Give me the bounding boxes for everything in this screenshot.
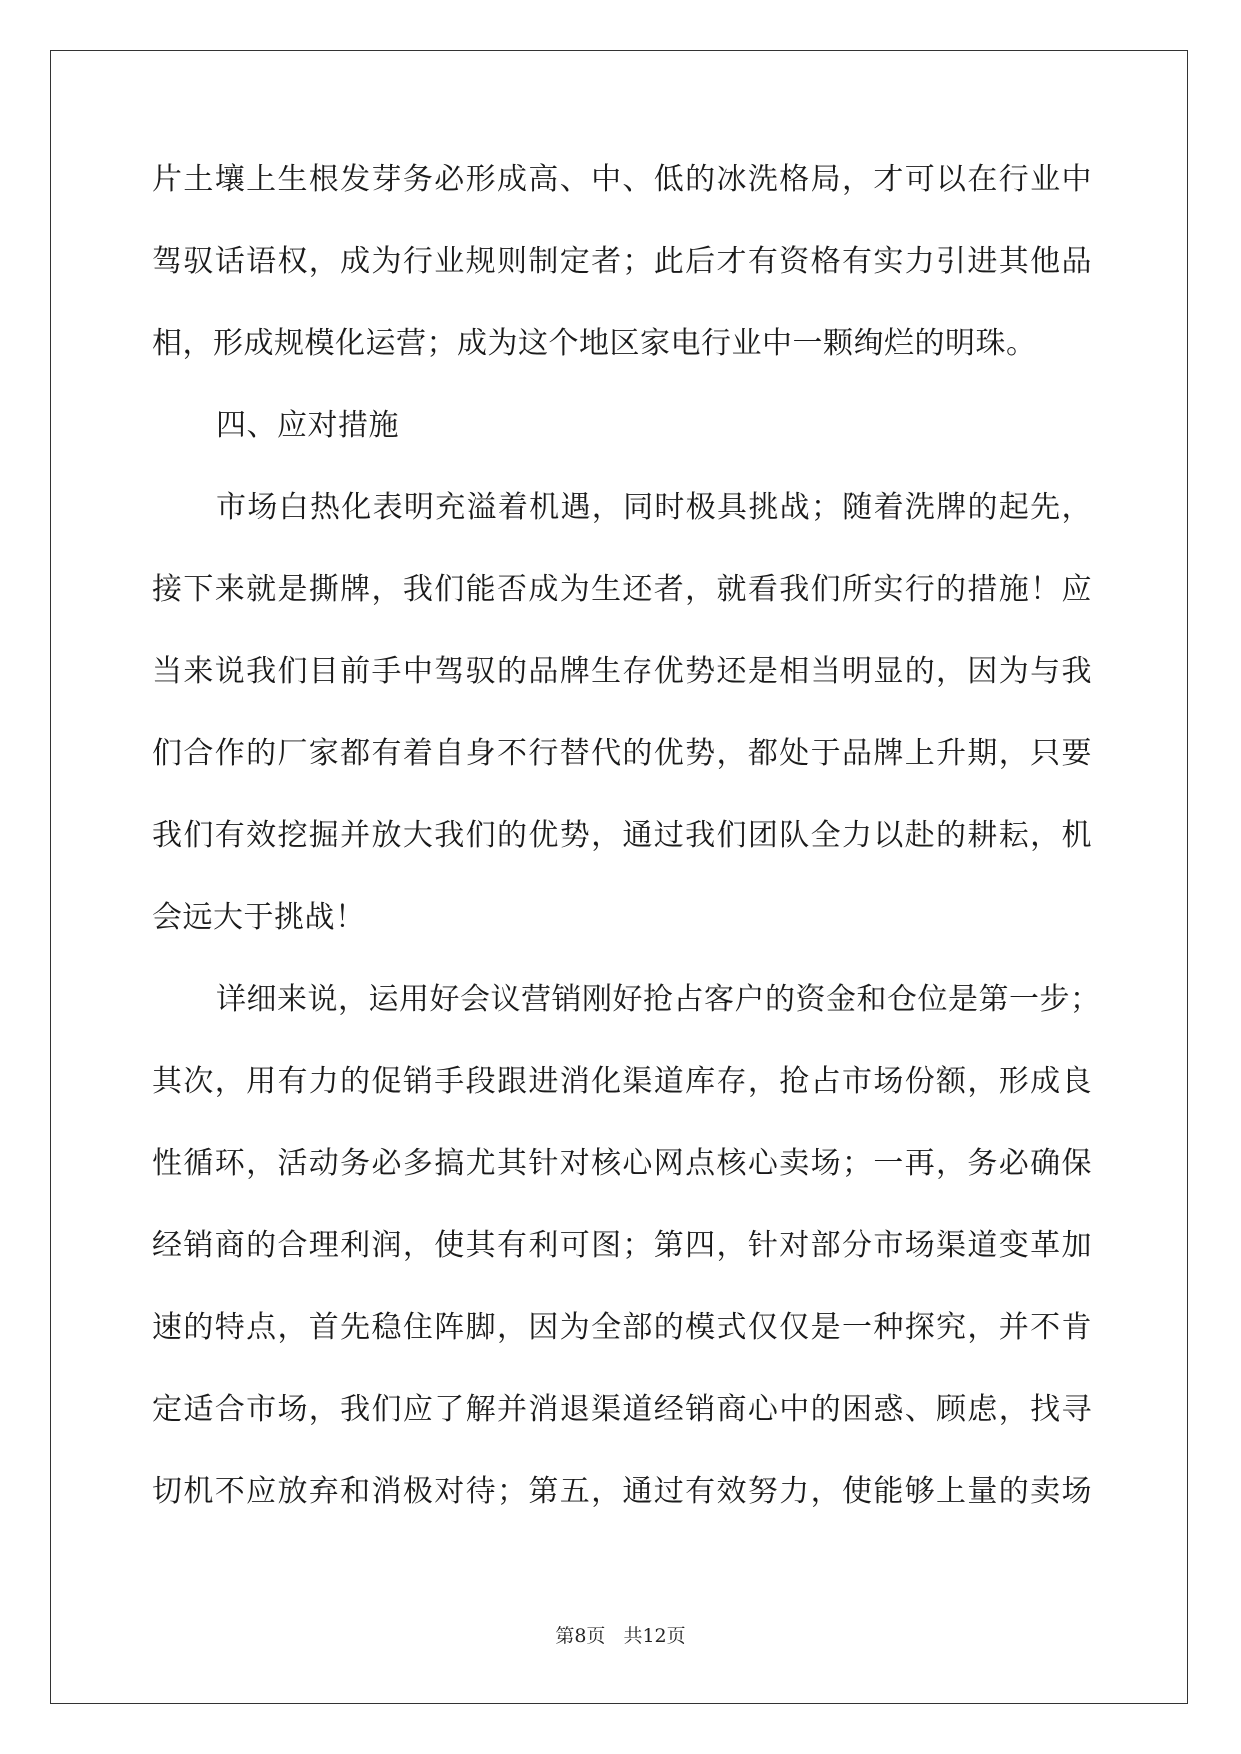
text-line: 片土壤上生根发芽务必形成高、中、低的冰洗格局，才可以在行业中 [152, 162, 1092, 197]
text-line: 市场白热化表明充溢着机遇，同时极具挑战；随着洗牌的起先， [216, 490, 1092, 525]
text-line: 其次，用有力的促销手段跟进消化渠道库存，抢占市场份额，形成良 [152, 1064, 1092, 1099]
text-line: 们合作的厂家都有着自身不行替代的优势，都处于品牌上升期，只要 [152, 736, 1092, 771]
text-line: 驾驭话语权，成为行业规则制定者；此后才有资格有实力引进其他品 [152, 244, 1092, 279]
text-line: 当来说我们目前手中驾驭的品牌生存优势还是相当明显的，因为与我 [152, 654, 1092, 689]
text-line: 切机不应放弃和消极对待；第五，通过有效努力，使能够上量的卖场 [152, 1474, 1092, 1509]
page-footer [0, 1624, 1241, 1648]
text-line: 性循环，活动务必多搞尤其针对核心网点核心卖场；一再，务必确保 [152, 1146, 1092, 1181]
text-line: 相，形成规模化运营；成为这个地区家电行业中一颗绚烂的明珠。 [152, 326, 1037, 361]
text-line: 我们有效挖掘并放大我们的优势，通过我们团队全力以赴的耕耘，机 [152, 818, 1092, 853]
text-line: 会远大于挑战！ [152, 900, 366, 935]
text-line: 接下来就是撕牌，我们能否成为生还者，就看我们所实行的措施！应 [152, 572, 1092, 607]
text-line: 定适合市场，我们应了解并消退渠道经销商心中的困惑、顾虑，找寻 [152, 1392, 1092, 1427]
text-line: 四、应对措施 [216, 408, 399, 443]
page-number: 第8页 [555, 1625, 606, 1647]
document-body [152, 160, 1101, 1554]
text-line: 速的特点，首先稳住阵脚，因为全部的模式仅仅是一种探究，并不肯 [152, 1310, 1092, 1345]
text-line: 详细来说，运用好会议营销刚好抢占客户的资金和仓位是第一步； [216, 982, 1101, 1017]
text-line: 经销商的合理利润，使其有利可图；第四，针对部分市场渠道变革加 [152, 1228, 1092, 1263]
page-total: 共12页 [623, 1625, 686, 1647]
